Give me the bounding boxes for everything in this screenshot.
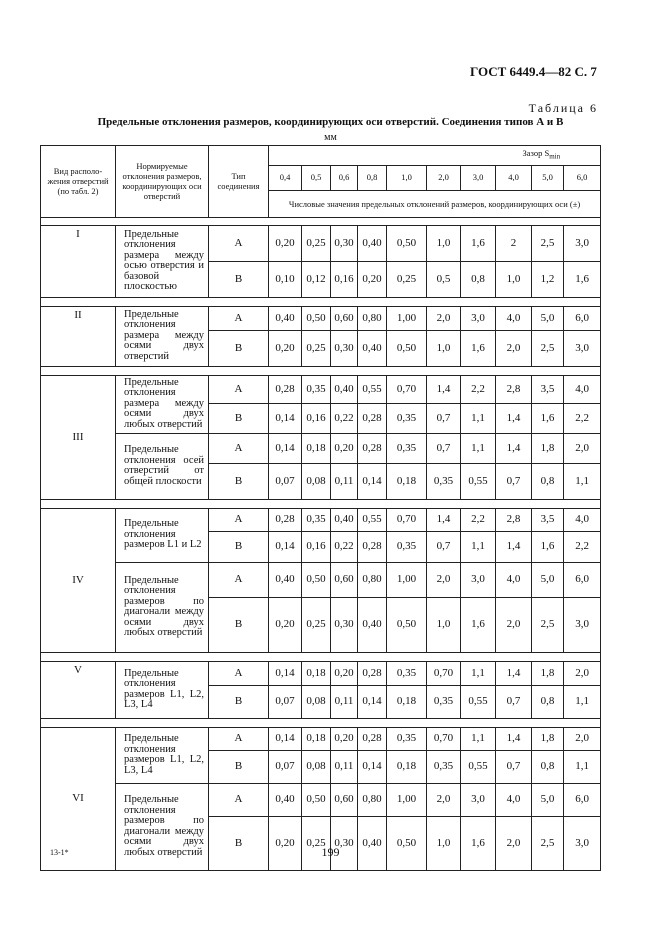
value-cell: 0,07: [269, 685, 302, 718]
connection-type: В: [209, 597, 269, 652]
value-cell: 0,7: [427, 433, 461, 463]
value-cell: 0,5: [427, 261, 461, 297]
value-cell: 0,07: [269, 463, 302, 499]
gap-label: Зазор S: [522, 148, 550, 158]
value-cell: 0,20: [331, 727, 358, 750]
value-cell: 0,14: [269, 661, 302, 685]
value-cell: 0,14: [358, 463, 387, 499]
value-cell: 0,18: [387, 463, 427, 499]
value-cell: 2,5: [532, 816, 564, 870]
value-cell: 0,40: [358, 330, 387, 366]
value-cell: 0,20: [269, 330, 302, 366]
value-cell: 0,70: [387, 375, 427, 403]
value-cell: 0,28: [358, 531, 387, 562]
value-cell: 4,0: [564, 508, 601, 531]
deviation-description: Предельные отклонения размера между осями двух отверстий: [116, 306, 209, 366]
value-cell: 4,0: [496, 562, 532, 597]
value-cell: 0,20: [269, 816, 302, 870]
value-cell: 0,50: [302, 783, 331, 816]
value-cell: 0,50: [387, 597, 427, 652]
value-cell: 1,8: [532, 661, 564, 685]
value-cell: 0,08: [302, 463, 331, 499]
value-cell: 1,00: [387, 562, 427, 597]
value-cell: 0,11: [331, 685, 358, 718]
gap-subscript: min: [549, 152, 561, 161]
value-cell: 0,50: [387, 816, 427, 870]
connection-type: В: [209, 261, 269, 297]
value-cell: 2,5: [532, 225, 564, 261]
value-cell: 0,55: [461, 750, 496, 783]
connection-type: А: [209, 508, 269, 531]
table-row: [41, 727, 601, 750]
value-cell: 4,0: [564, 375, 601, 403]
value-cell: 1,1: [564, 750, 601, 783]
value-cell: 1,0: [427, 225, 461, 261]
table-row: [41, 562, 601, 597]
value-cell: 0,25: [302, 597, 331, 652]
value-cell: 0,50: [387, 330, 427, 366]
gap-col-header: 5,0: [532, 165, 564, 190]
value-cell: 0,60: [331, 783, 358, 816]
value-cell: 0,40: [269, 562, 302, 597]
value-cell: 1,6: [461, 816, 496, 870]
value-cell: 0,14: [269, 531, 302, 562]
connection-type: А: [209, 783, 269, 816]
value-cell: 2,5: [532, 330, 564, 366]
deviation-description: Предельные отклонения размера между осью отверстия и базовой плоскостью: [116, 225, 209, 297]
value-cell: 0,28: [358, 403, 387, 433]
gap-header: [269, 146, 601, 166]
value-cell: 0,50: [302, 562, 331, 597]
value-cell: 0,14: [269, 433, 302, 463]
value-cell: 0,40: [358, 597, 387, 652]
arrangement-cell: V: [41, 661, 116, 718]
value-cell: 0,28: [358, 433, 387, 463]
connection-type: В: [209, 750, 269, 783]
value-cell: 1,4: [496, 403, 532, 433]
table-row: [41, 306, 601, 330]
deviation-description: Предельные отклонения размеров L1, L2, L3, L4: [116, 661, 209, 718]
value-cell: 1,00: [387, 306, 427, 330]
value-cell: 0,07: [269, 750, 302, 783]
value-cell: 2,8: [496, 508, 532, 531]
value-cell: 2,0: [496, 816, 532, 870]
value-cell: 2,0: [427, 783, 461, 816]
arrangement-cell: I: [41, 225, 116, 297]
value-cell: 0,40: [331, 508, 358, 531]
connection-type: А: [209, 306, 269, 330]
deviation-description: Предельные отклонения размеров по диагонали между осями двух любых отверстий: [116, 783, 209, 870]
value-cell: 1,4: [496, 661, 532, 685]
value-cell: 0,22: [331, 403, 358, 433]
value-cell: 1,6: [461, 225, 496, 261]
value-cell: 0,28: [358, 727, 387, 750]
value-cell: 1,6: [461, 597, 496, 652]
value-cell: 6,0: [564, 783, 601, 816]
value-cell: 1,8: [532, 727, 564, 750]
value-cell: 0,70: [427, 661, 461, 685]
value-cell: 1,6: [532, 403, 564, 433]
value-cell: 3,0: [461, 783, 496, 816]
value-cell: 1,1: [564, 685, 601, 718]
value-cell: 0,35: [387, 531, 427, 562]
value-cell: 0,20: [269, 225, 302, 261]
value-cell: 3,0: [564, 225, 601, 261]
value-cell: 0,30: [331, 225, 358, 261]
value-cell: 3,5: [532, 375, 564, 403]
connection-type: А: [209, 225, 269, 261]
value-cell: 0,35: [302, 375, 331, 403]
value-cell: 0,18: [387, 685, 427, 718]
value-cell: 0,22: [331, 531, 358, 562]
gap-col-header: 1,0: [387, 165, 427, 190]
value-cell: 0,60: [331, 306, 358, 330]
value-cell: 1,0: [427, 597, 461, 652]
connection-type: В: [209, 330, 269, 366]
value-cell: 1,4: [496, 433, 532, 463]
table-title: Предельные отклонения размеров, координирующих оси отверстий. Соединения типов А и В: [97, 116, 564, 128]
value-cell: 0,18: [302, 727, 331, 750]
arrangement-cell: III: [41, 375, 116, 499]
value-cell: 0,30: [331, 330, 358, 366]
connection-type: А: [209, 727, 269, 750]
value-cell: 2,2: [564, 403, 601, 433]
value-cell: 0,40: [269, 783, 302, 816]
value-cell: 0,25: [302, 225, 331, 261]
value-cell: 0,18: [302, 661, 331, 685]
value-cell: 0,70: [427, 727, 461, 750]
value-cell: 1,0: [427, 330, 461, 366]
arrangement-cell: IV: [41, 508, 116, 652]
value-cell: 2,0: [496, 597, 532, 652]
value-cell: 0,11: [331, 750, 358, 783]
value-cell: 0,7: [427, 403, 461, 433]
value-cell: 1,4: [496, 727, 532, 750]
value-cell: 1,4: [496, 531, 532, 562]
value-cell: 0,08: [302, 685, 331, 718]
connection-type: В: [209, 685, 269, 718]
value-cell: 0,55: [461, 463, 496, 499]
value-cell: 3,5: [532, 508, 564, 531]
value-cell: 0,25: [387, 261, 427, 297]
table-row: [41, 225, 601, 261]
value-cell: 0,28: [358, 661, 387, 685]
value-cell: 0,08: [302, 750, 331, 783]
value-cell: 1,1: [564, 463, 601, 499]
value-cell: 0,8: [532, 463, 564, 499]
value-cell: 5,0: [532, 562, 564, 597]
value-cell: 0,7: [427, 531, 461, 562]
value-cell: 1,6: [532, 531, 564, 562]
value-cell: 0,55: [461, 685, 496, 718]
deviation-description: Предельные отклонения размера между осями двух любых отверстий: [116, 375, 209, 433]
value-cell: 2,0: [427, 306, 461, 330]
value-cell: 6,0: [564, 562, 601, 597]
col-header-type: Тип соединения: [209, 146, 269, 218]
value-cell: 4,0: [496, 306, 532, 330]
value-cell: 0,12: [302, 261, 331, 297]
value-cell: 2,5: [532, 597, 564, 652]
gap-col-header: 4,0: [496, 165, 532, 190]
deviation-description: Предельные отклонения размеров по диагонали между осями двух любых отверстий: [116, 562, 209, 652]
value-cell: 0,80: [358, 783, 387, 816]
value-cell: 3,0: [564, 816, 601, 870]
table-row: [41, 508, 601, 531]
value-cell: 3,0: [564, 330, 601, 366]
value-cell: 0,55: [358, 508, 387, 531]
value-cell: 0,10: [269, 261, 302, 297]
value-cell: 5,0: [532, 306, 564, 330]
value-cell: 0,28: [269, 508, 302, 531]
gap-col-header: 0,4: [269, 165, 302, 190]
value-cell: 0,35: [387, 403, 427, 433]
value-cell: 3,0: [461, 306, 496, 330]
arrangement-cell: VI: [41, 727, 116, 870]
value-cell: 0,80: [358, 562, 387, 597]
value-cell: 0,16: [331, 261, 358, 297]
tolerance-table: [40, 145, 601, 871]
value-cell: 0,20: [269, 597, 302, 652]
value-cell: 0,14: [358, 685, 387, 718]
value-cell: 1,0: [427, 816, 461, 870]
page-header: ГОСТ 6449.4—82 С. 7: [470, 64, 597, 79]
value-cell: 0,50: [387, 225, 427, 261]
value-cell: 1,1: [461, 403, 496, 433]
value-cell: 2,2: [461, 375, 496, 403]
value-cell: 1,6: [461, 330, 496, 366]
value-cell: 0,20: [331, 661, 358, 685]
table-row: [41, 433, 601, 463]
footer-mark: 13-1*: [50, 848, 69, 857]
value-cell: 0,35: [427, 463, 461, 499]
gap-col-header: 0,5: [302, 165, 331, 190]
value-cell: 1,1: [461, 433, 496, 463]
value-cell: 0,35: [302, 508, 331, 531]
value-cell: 0,40: [331, 375, 358, 403]
value-cell: 3,0: [461, 562, 496, 597]
gap-col-header: 0,6: [331, 165, 358, 190]
arrangement-cell: II: [41, 306, 116, 366]
value-cell: 2,0: [427, 562, 461, 597]
value-cell: 2,2: [461, 508, 496, 531]
value-cell: 0,7: [496, 463, 532, 499]
value-cell: 0,55: [358, 375, 387, 403]
connection-type: А: [209, 375, 269, 403]
value-cell: 0,40: [358, 816, 387, 870]
value-cell: 0,35: [427, 750, 461, 783]
value-cell: 0,25: [302, 816, 331, 870]
value-cell: 1,00: [387, 783, 427, 816]
value-cell: 2,0: [564, 661, 601, 685]
value-cell: 0,40: [269, 306, 302, 330]
deviation-description: Предельные отклонения размеров L1, L2, L3, L4: [116, 727, 209, 783]
col-header-arrangement: Вид располо-жения отверстий (по табл. 2): [41, 146, 116, 218]
value-cell: 0,14: [269, 403, 302, 433]
table-number: Таблица 6: [528, 101, 598, 115]
value-cell: 0,8: [532, 685, 564, 718]
value-cell: 2,8: [496, 375, 532, 403]
value-cell: 0,20: [358, 261, 387, 297]
value-cell: 1,4: [427, 375, 461, 403]
value-cell: 2,2: [564, 531, 601, 562]
value-cell: 0,25: [302, 330, 331, 366]
value-cell: 0,7: [496, 750, 532, 783]
value-cell: 2,0: [496, 330, 532, 366]
value-cell: 0,30: [331, 816, 358, 870]
value-cell: 3,0: [564, 597, 601, 652]
value-cell: 0,35: [387, 433, 427, 463]
table-row: [41, 375, 601, 403]
connection-type: А: [209, 661, 269, 685]
value-cell: 2,0: [564, 433, 601, 463]
value-cell: 1,0: [496, 261, 532, 297]
value-cell: 0,18: [387, 750, 427, 783]
value-cell: 2: [496, 225, 532, 261]
value-cell: 0,14: [358, 750, 387, 783]
col-header-deviations: Нормируемые отклонения размеров, координирующих оси отверстий: [116, 146, 209, 218]
value-cell: 0,35: [387, 661, 427, 685]
value-cell: 1,1: [461, 727, 496, 750]
connection-type: В: [209, 531, 269, 562]
gap-col-header: 3,0: [461, 165, 496, 190]
value-cell: 0,18: [302, 433, 331, 463]
value-cell: 0,60: [331, 562, 358, 597]
connection-type: В: [209, 463, 269, 499]
value-cell: 5,0: [532, 783, 564, 816]
value-cell: 0,50: [302, 306, 331, 330]
value-cell: 0,14: [269, 727, 302, 750]
connection-type: А: [209, 433, 269, 463]
value-cell: 1,1: [461, 531, 496, 562]
gap-col-header: 2,0: [427, 165, 461, 190]
value-cell: 0,40: [358, 225, 387, 261]
value-cell: 1,4: [427, 508, 461, 531]
value-cell: 0,11: [331, 463, 358, 499]
deviation-description: Предельные отклонения размеров L1 и L2: [116, 508, 209, 562]
connection-type: В: [209, 403, 269, 433]
value-cell: 6,0: [564, 306, 601, 330]
gap-col-header: 6,0: [564, 165, 601, 190]
value-cell: 0,30: [331, 597, 358, 652]
value-cell: 0,8: [532, 750, 564, 783]
value-cell: 1,1: [461, 661, 496, 685]
connection-type: В: [209, 816, 269, 870]
value-cell: 0,7: [496, 685, 532, 718]
deviation-description: Предельные отклонения осей отверстий от общей плоскости: [116, 433, 209, 499]
value-cell: 4,0: [496, 783, 532, 816]
value-cell: 0,16: [302, 403, 331, 433]
gap-col-header: 0,8: [358, 165, 387, 190]
value-cell: 0,16: [302, 531, 331, 562]
value-cell: 0,35: [427, 685, 461, 718]
value-cell: 0,35: [387, 727, 427, 750]
connection-type: А: [209, 562, 269, 597]
value-cell: 1,2: [532, 261, 564, 297]
table-row: [41, 783, 601, 816]
value-cell: 0,80: [358, 306, 387, 330]
unit-label: мм: [324, 132, 337, 143]
value-cell: 0,28: [269, 375, 302, 403]
value-cell: 1,8: [532, 433, 564, 463]
values-note: Числовые значения предельных отклонений размеров, координирующих оси (±): [269, 190, 601, 217]
value-cell: 1,6: [564, 261, 601, 297]
value-cell: 2,0: [564, 727, 601, 750]
value-cell: 0,20: [331, 433, 358, 463]
table-row: [41, 661, 601, 685]
page-number: 199: [321, 845, 340, 859]
value-cell: 0,70: [387, 508, 427, 531]
value-cell: 0,8: [461, 261, 496, 297]
